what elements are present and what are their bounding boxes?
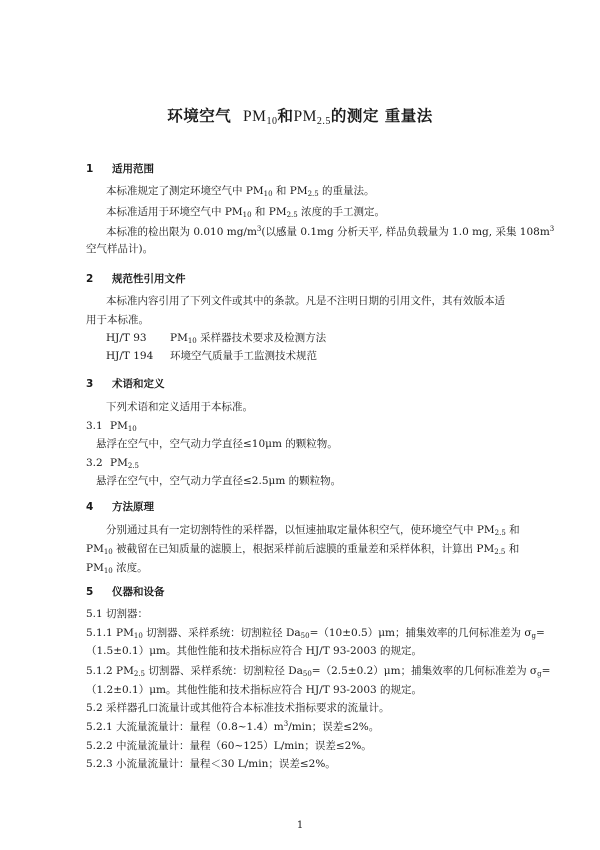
clause-5-2-3: 5.2.3 小流量流量计：量程＜30 L/min；误差≤2%。 xyxy=(86,758,336,770)
section-heading-5: 5 仪器和设备 xyxy=(86,586,165,598)
reference-item: HJ/T 93 $PM_{10}$ 采样器技术要求及检测方法 xyxy=(106,332,327,345)
clause-5-1-1: 5.1.1 $PM_{10}$ 切割器、采样系统：切割粒径 $Da_{50}=(10\pm 0.5)\mu m$；捕集效率的几何标准差为 $\sigma_g=$ xyxy=(86,627,545,640)
reference-item: HJ/T 194 环境空气质量手工监测技术规范 xyxy=(106,350,317,362)
section-heading-1: 1 适用范围 xyxy=(86,163,154,175)
term-heading: 3.1 $PM_{10}$ xyxy=(86,420,137,433)
page-number: 1 xyxy=(296,820,304,831)
clause-5-1-2: 5.1.2 $PM_{2.5}$ 切割器、采样系统：切割粒径 $Da_{50}=(2.5\pm 0.2)\mu m$；捕集效率的几何标准差为 $\sigma_g=$ xyxy=(86,665,551,678)
page-title: 环境空气 $PM_{10}$和$PM_{2.5}$的测定 重量法 xyxy=(167,107,433,127)
section-heading-4: 4 方法原理 xyxy=(86,501,154,513)
paragraph-line: $PM_{10}$ 浓度。 xyxy=(86,562,148,575)
paragraph-line: 本标准适用于环境空气中 $PM_{10}$ 和 $PM_{2.5}$ 浓度的手工测定。 xyxy=(106,206,386,219)
paragraph-line: 本标准规定了测定环境空气中 $PM_{10}$ 和 $PM_{2.5}$ 的重量法。 xyxy=(106,185,375,198)
paragraph-line: 本标准的检出限为 0.010 $mg/m^3$(以感量 0.1mg 分析天平, 样品负载量为 1.0 mg, 采集 $108m^3$ xyxy=(106,225,555,238)
paragraph-line: $PM_{10}$ 被截留在已知质量的滤膜上，根据采样前后滤膜的重量差和采样体积，计算出 $PM_{2.5}$ 和 xyxy=(86,543,520,556)
paragraph-line: 用于本标准。 xyxy=(86,314,149,326)
clause-5-2-2: 5.2.2 中流量流量计：量程（60~125）L/min；误差≤2%。 xyxy=(86,740,372,752)
section-heading-2: 2 规范性引用文件 xyxy=(86,273,186,285)
paragraph-line: 空气样品计)。 xyxy=(86,243,154,255)
clause-5-1-1-cont: （1.5±0.1）μm。其他性能和技术指标应符合 HJ/T 93-2003 的规定。 xyxy=(86,645,423,657)
clause-5-1: 5.1 切割器： xyxy=(86,608,149,620)
paragraph-line: 本标准内容引用了下列文件或其中的条款。凡是不注明日期的引用文件，其有效版本适 xyxy=(106,295,505,307)
paragraph-line: 分别通过具有一定切割特性的采样器，以恒速抽取定量体积空气，使环境空气中 $PM_{2.5}$ 和 xyxy=(106,524,520,537)
clause-5-1-2-cont: （1.2±0.1）μm。其他性能和技术指标应符合 HJ/T 93-2003 的规定。 xyxy=(86,684,423,696)
clause-5-2-1: 5.2.1 大流量流量计：量程$(0.8\sim 1.4)m^3/\min$；误差≤2%。 xyxy=(86,720,380,733)
term-definition: 悬浮在空气中，空气动力学直径≤10μm 的颗粒物。 xyxy=(96,438,338,450)
clause-5-2: 5.2 采样器孔口流量计或其他符合本标准技术指标要求的流量计。 xyxy=(86,702,390,714)
term-heading: 3.2 $PM_{2.5}$ xyxy=(86,457,139,470)
term-definition: 悬浮在空气中，空气动力学直径≤2.5μm 的颗粒物。 xyxy=(96,475,342,487)
paragraph-line: 下列术语和定义适用于本标准。 xyxy=(106,401,253,413)
section-heading-3: 3 术语和定义 xyxy=(86,378,165,390)
